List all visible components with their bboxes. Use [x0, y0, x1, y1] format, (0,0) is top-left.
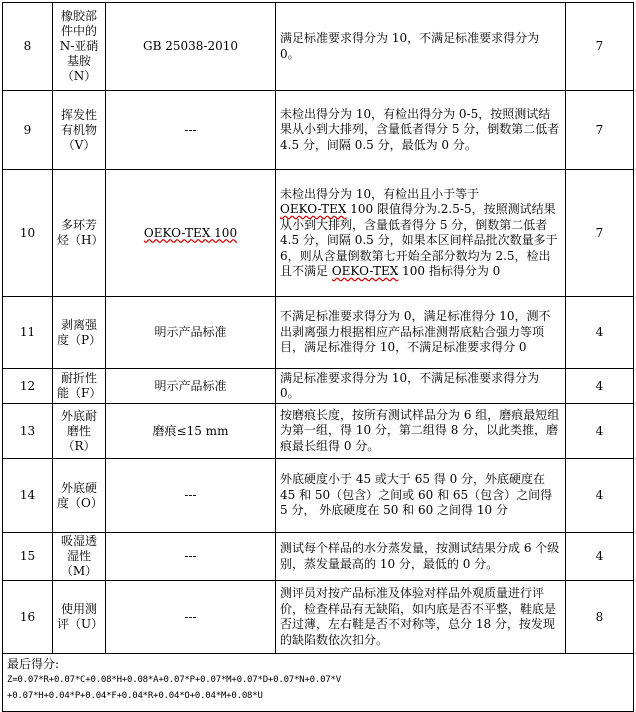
item-name: 吸湿透湿性（M） — [53, 533, 106, 581]
item-standard: 明示产品标准 — [106, 369, 276, 404]
item-name: 橡胶部件中的N-亚硝基胺（N） — [53, 3, 106, 91]
item-standard: --- — [106, 533, 276, 581]
final-score-row — [3, 654, 634, 712]
table-row — [3, 91, 634, 170]
table-row — [3, 170, 634, 297]
item-name: 外底硬度（O） — [53, 459, 106, 533]
row-number: 12 — [3, 369, 53, 404]
item-weight: 4 — [566, 533, 634, 581]
table-row — [3, 369, 634, 404]
item-standard: 磨痕≤15 mm — [106, 404, 276, 459]
item-name: 外底耐磨性（R） — [53, 404, 106, 459]
item-name: 耐折性能（F） — [53, 369, 106, 404]
final-score-formula-line1: Z=0.07*R+0.07*C+0.08*H+0.08*A+0.07*P+0.07*M+0.07*D+0.07*N+0.07*V — [7, 675, 341, 685]
final-score-cell — [3, 654, 634, 712]
item-name: 多环芳烃（H） — [53, 170, 106, 297]
row-number: 10 — [3, 170, 53, 297]
item-weight: 4 — [566, 459, 634, 533]
row-number: 9 — [3, 91, 53, 170]
item-weight: 7 — [566, 91, 634, 170]
item-requirement: 未检出得分为 10，有检出且小于等于 OEKO-TEX 100 限值得分为.2.5-5，按照测试结果从小到大排列，含量低者得分 5 分，倒数第二低者 4.5 分，间隔 0.5 分，如果本区间样品批次数量多于 6，则从含量倒数第七开始全部分数均为 2.5，检出且不满足 OEKO-TEX 100 指标得分为 0 — [276, 170, 566, 297]
item-standard: --- — [106, 581, 276, 654]
item-standard: 明示产品标准 — [106, 297, 276, 369]
table-row — [3, 459, 634, 533]
row-number: 14 — [3, 459, 53, 533]
final-score-label: 最后得分: — [7, 657, 60, 671]
item-weight: 4 — [566, 297, 634, 369]
item-standard: --- — [106, 91, 276, 170]
table-row — [3, 3, 634, 91]
row-number: 13 — [3, 404, 53, 459]
item-requirement: 测评员对按产品标准及体验对样品外观质量进行评价，检查样品有无缺陷，如内底是否不平整，鞋底是否过薄，左右鞋是否不对称等，总分 18 分，按发现的缺陷数依次扣分。 — [276, 581, 566, 654]
item-weight: 7 — [566, 3, 634, 91]
item-requirement: 满足标准要求得分为 10，不满足标准要求得分为 0。 — [276, 369, 566, 404]
row-number: 15 — [3, 533, 53, 581]
item-requirement: 未检出得分为 10，有检出得分为 0-5，按照测试结果从小到大排列，含量低者得分 5 分，倒数第二低者 4.5 分，间隔 0.5 分，最低为 0 分。 — [276, 91, 566, 170]
item-requirement: 外底硬度小于 45 或大于 65 得 0 分，外底硬度在 45 和 50（包含）之间或 60 和 65（包含）之间得 5 分， 外底硬度在 50 和 60 之间得 10 分 — [276, 459, 566, 533]
item-requirement: 不满足标准要求得分为 0，满足标准得分 10，测不出剥离强力根据相应产品标准测帮底粘合强力等项目，满足标准得分 10，不满足标准要求得分 0 — [276, 297, 566, 369]
item-requirement: 测试每个样品的水分蒸发量，按测试结果分成 6 个级别，蒸发量最高的 10 分，最低的 0 分。 — [276, 533, 566, 581]
final-score-formula-line2: +0.07*H+0.04*P+0.04*F+0.04*R+0.04*O+0.04*M+0.08*U — [7, 691, 263, 701]
table-row — [3, 533, 634, 581]
item-weight: 7 — [566, 170, 634, 297]
item-name: 挥发性有机物（V） — [53, 91, 106, 170]
item-standard — [106, 170, 276, 297]
item-requirement: 满足标准要求得分为 10，不满足标准要求得分为 0。 — [276, 3, 566, 91]
scoring-table — [2, 2, 634, 712]
item-weight: 8 — [566, 581, 634, 654]
row-number: 8 — [3, 3, 53, 91]
table-row — [3, 404, 634, 459]
item-weight: 4 — [566, 404, 634, 459]
table-row — [3, 581, 634, 654]
item-name: 剥离强度（P） — [53, 297, 106, 369]
item-requirement: 按磨痕长度，按所有测试样品分为 6 组，磨痕最短组为第一组，得 10 分，第二组得 8 分，以此类推，磨痕最长组得 0 分。 — [276, 404, 566, 459]
item-standard: GB 25038-2010 — [106, 3, 276, 91]
row-number: 16 — [3, 581, 53, 654]
item-standard: --- — [106, 459, 276, 533]
item-weight: 4 — [566, 369, 634, 404]
row-number: 11 — [3, 297, 53, 369]
table-row — [3, 297, 634, 369]
item-name: 使用测评（U） — [53, 581, 106, 654]
oeko-tex-standard: OEKO-TEX 100 — [143, 225, 238, 240]
